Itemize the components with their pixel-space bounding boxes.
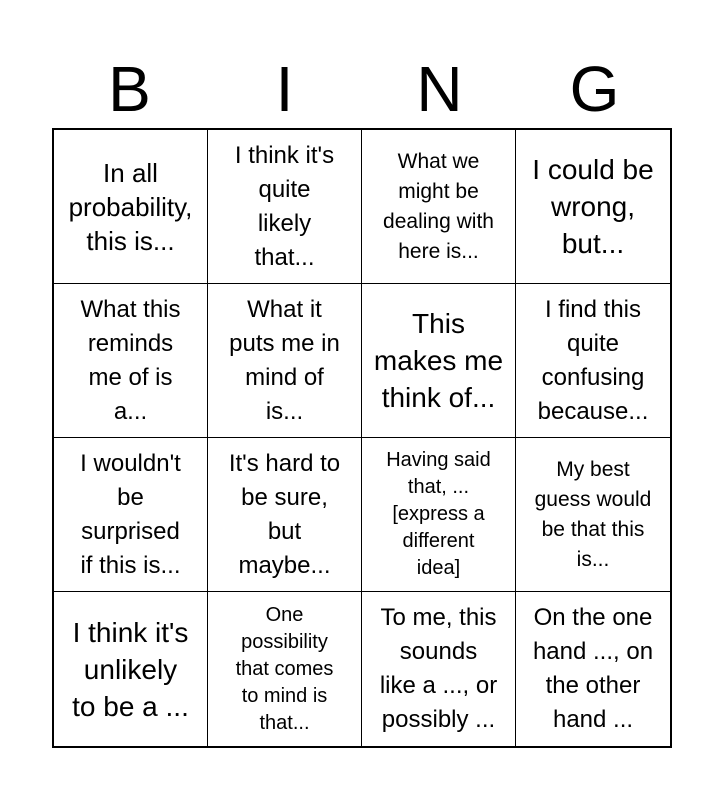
- bingo-cell[interactable]: [54, 438, 208, 592]
- bingo-cell[interactable]: [516, 438, 670, 592]
- bingo-cell[interactable]: [54, 592, 208, 746]
- bingo-cell-text: What we might be dealing with here is...: [383, 149, 494, 263]
- bingo-cell[interactable]: [362, 284, 516, 438]
- bingo-cell-text: I think it's quite likely that...: [234, 141, 335, 271]
- bingo-cell-text: My best guess would be that this is...: [534, 457, 652, 571]
- bingo-cell[interactable]: [362, 130, 516, 284]
- bingo-cell-text: What it puts me in mind of is...: [229, 295, 340, 425]
- bingo-cell[interactable]: [54, 130, 208, 284]
- bingo-cell[interactable]: [208, 130, 362, 284]
- bingo-cell[interactable]: [208, 592, 362, 746]
- bingo-cell-text: I think it's unlikely to be a ...: [72, 616, 189, 722]
- bingo-cell-text: I could be wrong, but...: [532, 154, 654, 259]
- bingo-cell-text: I find this quite confusing because...: [537, 295, 649, 425]
- bingo-cell[interactable]: [208, 284, 362, 438]
- bingo-cell-text: It's hard to be sure, but maybe...: [228, 449, 341, 579]
- bingo-board: [52, 128, 672, 748]
- header-letter-n: N: [416, 53, 463, 125]
- bingo-cell[interactable]: [516, 592, 670, 746]
- bingo-cell[interactable]: [208, 438, 362, 592]
- bingo-cell[interactable]: [362, 438, 516, 592]
- bingo-cell-text: Having said that, ... [express a different idea]: [386, 449, 491, 579]
- bingo-cell-text: I wouldn't be surprised if this is...: [80, 449, 181, 579]
- bingo-cell-text: In all probability, this is...: [68, 157, 193, 256]
- bingo-cell[interactable]: [516, 130, 670, 284]
- header-letter-b: B: [108, 53, 151, 125]
- bingo-cell[interactable]: [54, 284, 208, 438]
- bingo-cell-text: To me, this sounds like a ..., or possibly ...: [379, 604, 498, 733]
- header-letter-i: I: [275, 53, 294, 125]
- bingo-cell[interactable]: [516, 284, 670, 438]
- bingo-cell-text: What this reminds me of is a...: [80, 295, 181, 425]
- bingo-cell-text: On the one hand ..., on the other hand ...: [532, 604, 654, 733]
- bingo-cell-text: One possibility that comes to mind is that...: [235, 603, 334, 734]
- bingo-cell[interactable]: [362, 592, 516, 746]
- header-letter-g: G: [569, 53, 620, 125]
- bingo-header: [52, 50, 672, 128]
- bingo-cell-text: This makes me think of...: [373, 308, 504, 413]
